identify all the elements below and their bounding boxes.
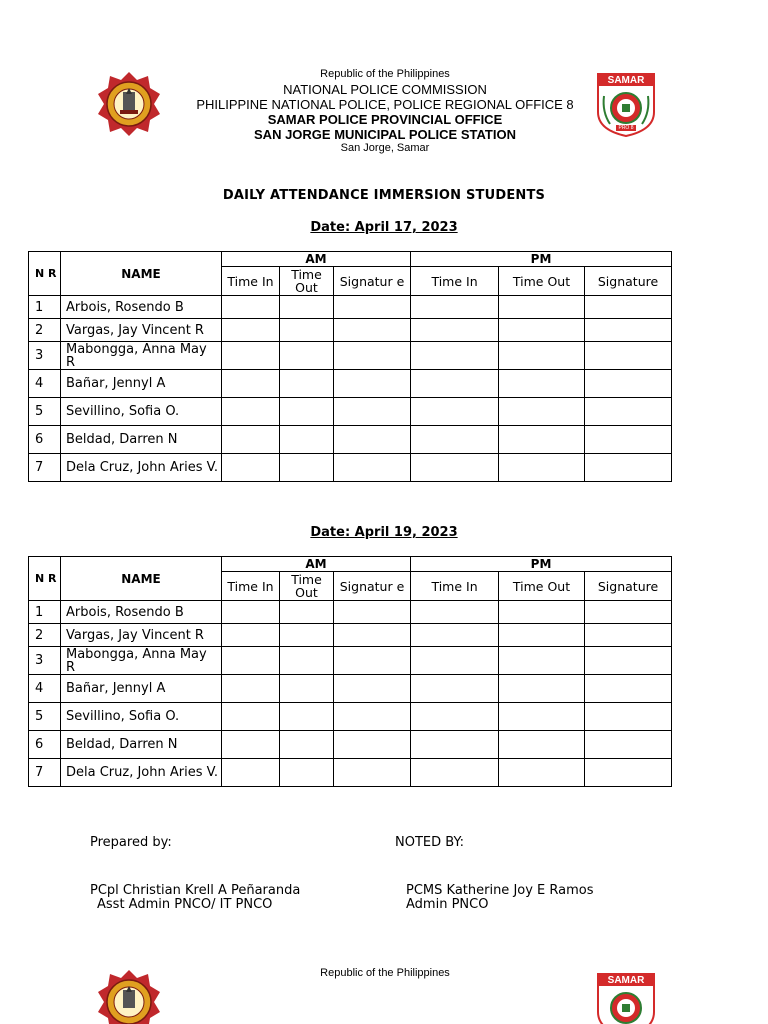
prepared-by-name: PCpl Christian Krell A Peñaranda bbox=[90, 883, 301, 898]
pm-time-out-cell[interactable] bbox=[499, 624, 585, 647]
date-heading-1: Date: April 17, 2023 bbox=[310, 220, 458, 235]
row-number: 6 bbox=[29, 426, 61, 454]
pm-time-in-cell[interactable] bbox=[411, 342, 499, 370]
pm-signature-cell[interactable] bbox=[585, 370, 672, 398]
pm-time-out-cell[interactable] bbox=[499, 454, 585, 482]
am-signature-cell[interactable] bbox=[334, 398, 411, 426]
row-number: 5 bbox=[29, 398, 61, 426]
am-time-in-cell[interactable] bbox=[222, 759, 280, 787]
am-signature-cell[interactable] bbox=[334, 296, 411, 319]
am-signature-cell[interactable] bbox=[334, 703, 411, 731]
table-row bbox=[29, 296, 672, 319]
student-name: Bañar, Jennyl A bbox=[61, 675, 222, 703]
student-name: Beldad, Darren N bbox=[61, 731, 222, 759]
am-time-in-cell[interactable] bbox=[222, 601, 280, 624]
table-row bbox=[29, 703, 672, 731]
am-time-in-cell[interactable] bbox=[222, 319, 280, 342]
header-am-time-out: Time Out bbox=[280, 267, 334, 296]
pm-time-in-cell[interactable] bbox=[411, 454, 499, 482]
header-pro8: PHILIPPINE NATIONAL POLICE, POLICE REGIONAL OFFICE 8 bbox=[196, 97, 574, 112]
next-page-republic: Republic of the Philippines bbox=[320, 967, 450, 979]
am-time-out-cell[interactable] bbox=[280, 601, 334, 624]
pm-time-in-cell[interactable] bbox=[411, 601, 499, 624]
student-name: Mabongga, Anna May R bbox=[61, 647, 222, 675]
header-am: AM bbox=[222, 557, 411, 572]
am-time-in-cell[interactable] bbox=[222, 454, 280, 482]
pm-signature-cell[interactable] bbox=[585, 703, 672, 731]
table-row bbox=[29, 647, 672, 675]
table-row bbox=[29, 675, 672, 703]
am-signature-cell[interactable] bbox=[334, 731, 411, 759]
am-time-out-cell[interactable] bbox=[280, 731, 334, 759]
am-time-in-cell[interactable] bbox=[222, 675, 280, 703]
table-row bbox=[29, 601, 672, 624]
student-name: Vargas, Jay Vincent R bbox=[61, 624, 222, 647]
pm-time-in-cell[interactable] bbox=[411, 426, 499, 454]
header-am-signature: Signatur e bbox=[334, 572, 411, 601]
header-name: NAME bbox=[61, 557, 222, 601]
header-nr: N R bbox=[29, 557, 61, 601]
pm-time-in-cell[interactable] bbox=[411, 647, 499, 675]
pm-time-out-cell[interactable] bbox=[499, 647, 585, 675]
table-row bbox=[29, 319, 672, 342]
am-time-in-cell[interactable] bbox=[222, 624, 280, 647]
noted-by-position: Admin PNCO bbox=[406, 897, 489, 912]
am-time-in-cell[interactable] bbox=[222, 296, 280, 319]
header-pm-time-out: Time Out bbox=[499, 572, 585, 601]
student-name: Sevillino, Sofia O. bbox=[61, 703, 222, 731]
table-row bbox=[29, 370, 672, 398]
pm-time-out-cell[interactable] bbox=[499, 675, 585, 703]
row-number: 1 bbox=[29, 601, 61, 624]
row-number: 3 bbox=[29, 647, 61, 675]
row-number: 7 bbox=[29, 759, 61, 787]
am-signature-cell[interactable] bbox=[334, 454, 411, 482]
am-time-out-cell[interactable] bbox=[280, 454, 334, 482]
pm-signature-cell[interactable] bbox=[585, 426, 672, 454]
header-napolcom: NATIONAL POLICE COMMISSION bbox=[283, 82, 487, 97]
am-signature-cell[interactable] bbox=[334, 426, 411, 454]
pm-time-out-cell[interactable] bbox=[499, 370, 585, 398]
student-name: Arbois, Rosendo B bbox=[61, 601, 222, 624]
row-number: 1 bbox=[29, 296, 61, 319]
pm-time-in-cell[interactable] bbox=[411, 624, 499, 647]
pm-time-out-cell[interactable] bbox=[499, 296, 585, 319]
pm-time-out-cell[interactable] bbox=[499, 731, 585, 759]
student-name: Dela Cruz, John Aries V. bbox=[61, 454, 222, 482]
table-row bbox=[29, 759, 672, 787]
header-samar-ppo: SAMAR POLICE PROVINCIAL OFFICE bbox=[267, 112, 503, 127]
attendance-table-1 bbox=[28, 251, 672, 482]
table-row bbox=[29, 731, 672, 759]
row-number: 2 bbox=[29, 319, 61, 342]
am-time-out-cell[interactable] bbox=[280, 426, 334, 454]
header-am: AM bbox=[222, 252, 411, 267]
table-row bbox=[29, 624, 672, 647]
student-name: Arbois, Rosendo B bbox=[61, 296, 222, 319]
pm-signature-cell[interactable] bbox=[585, 454, 672, 482]
am-time-out-cell[interactable] bbox=[280, 370, 334, 398]
table-row bbox=[29, 342, 672, 370]
pm-signature-cell[interactable] bbox=[585, 675, 672, 703]
am-signature-cell[interactable] bbox=[334, 759, 411, 787]
student-name: Mabongga, Anna May R bbox=[61, 342, 222, 370]
header-pm: PM bbox=[411, 252, 672, 267]
am-time-out-cell[interactable] bbox=[280, 759, 334, 787]
am-time-out-cell[interactable] bbox=[280, 342, 334, 370]
header-location: San Jorge, Samar bbox=[340, 142, 430, 154]
pm-signature-cell[interactable] bbox=[585, 296, 672, 319]
am-time-in-cell[interactable] bbox=[222, 426, 280, 454]
table-row bbox=[29, 398, 672, 426]
pm-signature-cell[interactable] bbox=[585, 319, 672, 342]
am-time-in-cell[interactable] bbox=[222, 370, 280, 398]
date-heading-2: Date: April 19, 2023 bbox=[310, 525, 458, 540]
pm-time-in-cell[interactable] bbox=[411, 675, 499, 703]
pm-time-out-cell[interactable] bbox=[499, 426, 585, 454]
header-am-time-in: Time In bbox=[222, 267, 280, 296]
header-station: SAN JORGE MUNICIPAL POLICE STATION bbox=[254, 127, 516, 142]
am-time-in-cell[interactable] bbox=[222, 703, 280, 731]
document-title: DAILY ATTENDANCE IMMERSION STUDENTS bbox=[222, 188, 546, 203]
header-pm-signature: Signature bbox=[585, 572, 672, 601]
pm-time-out-cell[interactable] bbox=[499, 601, 585, 624]
header-republic: Republic of the Philippines bbox=[320, 68, 450, 80]
am-time-in-cell[interactable] bbox=[222, 731, 280, 759]
pm-time-out-cell[interactable] bbox=[499, 703, 585, 731]
student-name: Sevillino, Sofia O. bbox=[61, 398, 222, 426]
header-name: NAME bbox=[61, 252, 222, 296]
am-time-in-cell[interactable] bbox=[222, 342, 280, 370]
table-row bbox=[29, 426, 672, 454]
am-signature-cell[interactable] bbox=[334, 675, 411, 703]
row-number: 4 bbox=[29, 370, 61, 398]
pm-signature-cell[interactable] bbox=[585, 601, 672, 624]
student-name: Dela Cruz, John Aries V. bbox=[61, 759, 222, 787]
am-time-out-cell[interactable] bbox=[280, 675, 334, 703]
am-time-out-cell[interactable] bbox=[280, 647, 334, 675]
pm-signature-cell[interactable] bbox=[585, 647, 672, 675]
pm-time-in-cell[interactable] bbox=[411, 731, 499, 759]
student-name: Bañar, Jennyl A bbox=[61, 370, 222, 398]
student-name: Vargas, Jay Vincent R bbox=[61, 319, 222, 342]
noted-by-name: PCMS Katherine Joy E Ramos bbox=[406, 883, 594, 898]
row-number: 3 bbox=[29, 342, 61, 370]
header-pm: PM bbox=[411, 557, 672, 572]
row-number: 2 bbox=[29, 624, 61, 647]
header-am-time-in: Time In bbox=[222, 572, 280, 601]
header-am-signature: Signatur e bbox=[334, 267, 411, 296]
pm-signature-cell[interactable] bbox=[585, 624, 672, 647]
pm-time-out-cell[interactable] bbox=[499, 342, 585, 370]
pm-signature-cell[interactable] bbox=[585, 398, 672, 426]
pm-time-in-cell[interactable] bbox=[411, 759, 499, 787]
header-nr: N R bbox=[29, 252, 61, 296]
student-name: Beldad, Darren N bbox=[61, 426, 222, 454]
am-time-in-cell[interactable] bbox=[222, 647, 280, 675]
samar-logo-subtext: PRO 8 bbox=[618, 125, 634, 131]
am-time-out-cell[interactable] bbox=[280, 398, 334, 426]
am-time-out-cell[interactable] bbox=[280, 624, 334, 647]
am-signature-cell[interactable] bbox=[334, 342, 411, 370]
am-time-out-cell[interactable] bbox=[280, 703, 334, 731]
row-number: 6 bbox=[29, 731, 61, 759]
am-time-out-cell[interactable] bbox=[280, 319, 334, 342]
pm-time-out-cell[interactable] bbox=[499, 759, 585, 787]
row-number: 4 bbox=[29, 675, 61, 703]
am-time-in-cell[interactable] bbox=[222, 398, 280, 426]
header-pm-time-in: Time In bbox=[411, 267, 499, 296]
pm-time-in-cell[interactable] bbox=[411, 703, 499, 731]
am-signature-cell[interactable] bbox=[334, 647, 411, 675]
header-pm-signature: Signature bbox=[585, 267, 672, 296]
prepared-by-label: Prepared by: bbox=[90, 835, 172, 850]
pm-time-out-cell[interactable] bbox=[499, 398, 585, 426]
pm-time-in-cell[interactable] bbox=[411, 398, 499, 426]
header-pm-time-out: Time Out bbox=[499, 267, 585, 296]
prepared-by-position: Asst Admin PNCO/ IT PNCO bbox=[97, 897, 273, 912]
header-am-time-out: Time Out bbox=[280, 572, 334, 601]
samar-logo-text-next: SAMAR bbox=[607, 975, 645, 986]
row-number: 7 bbox=[29, 454, 61, 482]
am-signature-cell[interactable] bbox=[334, 319, 411, 342]
samar-logo-text: SAMAR bbox=[607, 75, 645, 86]
am-time-out-cell[interactable] bbox=[280, 296, 334, 319]
attendance-table-2 bbox=[28, 556, 672, 787]
header-pm-time-in: Time In bbox=[411, 572, 499, 601]
pm-time-in-cell[interactable] bbox=[411, 319, 499, 342]
row-number: 5 bbox=[29, 703, 61, 731]
noted-by-label: NOTED BY: bbox=[395, 835, 465, 850]
pm-signature-cell[interactable] bbox=[585, 731, 672, 759]
pm-time-in-cell[interactable] bbox=[411, 370, 499, 398]
samar-ppo-logo-next bbox=[596, 972, 656, 1024]
am-signature-cell[interactable] bbox=[334, 370, 411, 398]
pm-time-in-cell[interactable] bbox=[411, 296, 499, 319]
pm-signature-cell[interactable] bbox=[585, 759, 672, 787]
pm-time-out-cell[interactable] bbox=[499, 319, 585, 342]
am-signature-cell[interactable] bbox=[334, 624, 411, 647]
table-row bbox=[29, 454, 672, 482]
am-signature-cell[interactable] bbox=[334, 601, 411, 624]
pm-signature-cell[interactable] bbox=[585, 342, 672, 370]
